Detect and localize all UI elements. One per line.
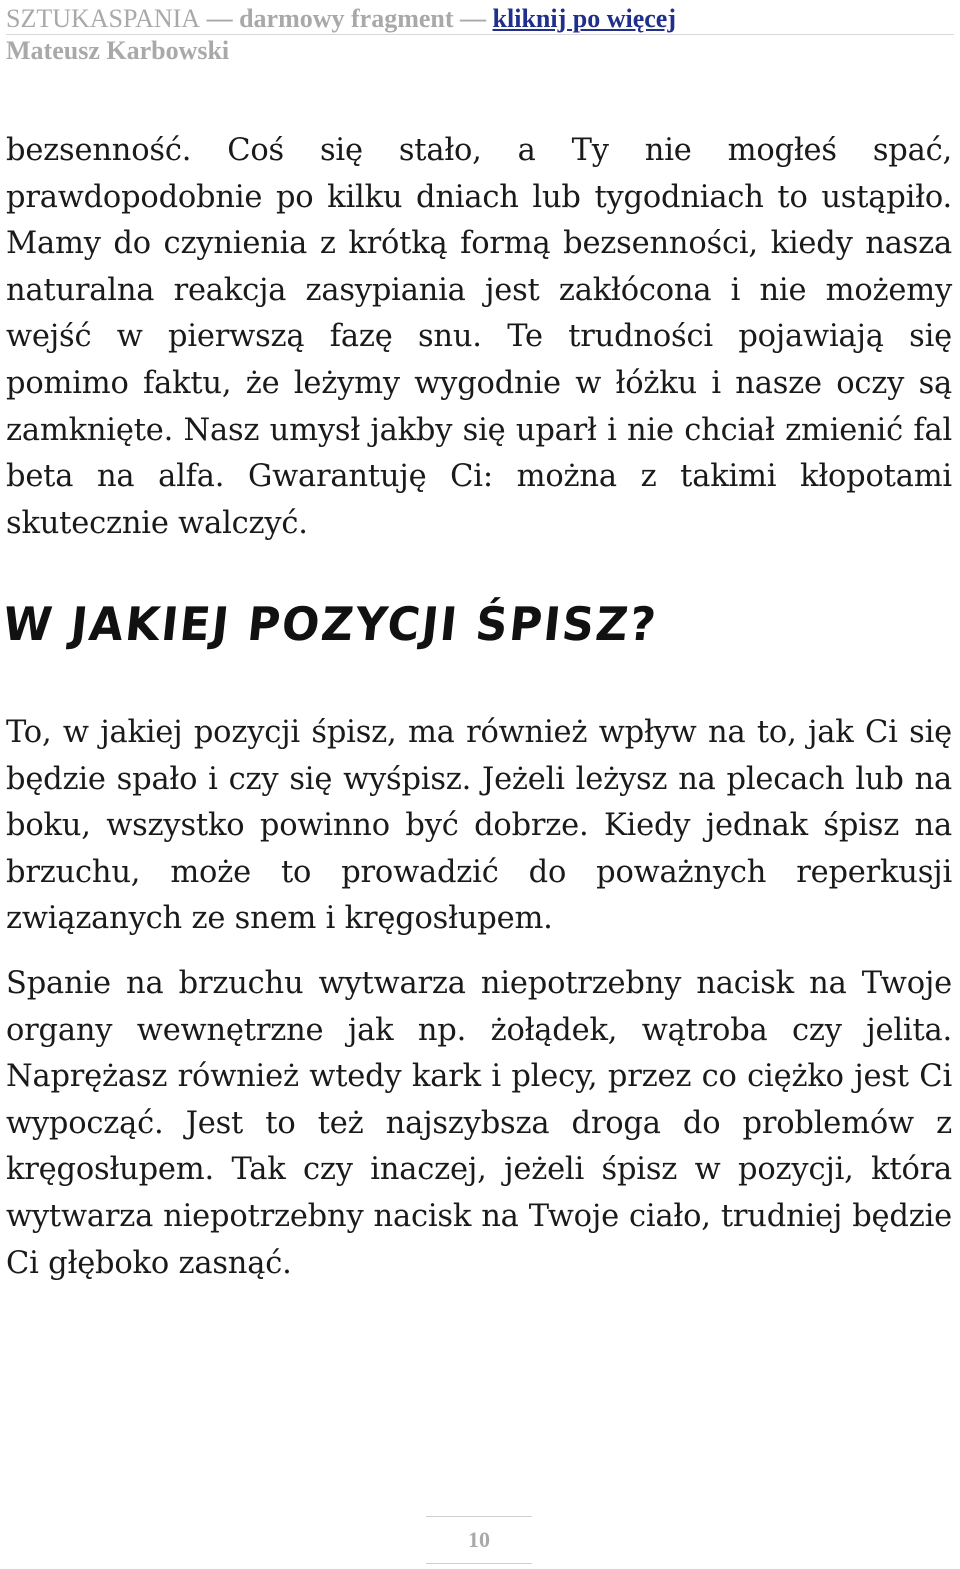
author-name: Mateusz Karbowski xyxy=(6,36,230,65)
page-header xyxy=(6,3,954,66)
header-title-line xyxy=(6,3,954,35)
header-separator: — xyxy=(460,4,487,33)
page-footer xyxy=(426,1516,532,1564)
more-link[interactable]: kliknij po więcej xyxy=(492,4,676,33)
body-paragraph-2: To, w jakiej pozycji śpisz, ma również wpływ na to, jak Ci się będzie spało i czy się wyśpisz. Jeżeli leżysz na plecach lub na boku, wszystko powinno być dobrze. Kiedy jednak śpisz na brzuchu, może to prowadzić do poważnych reperkusji związanych ze snem i kręgosłupem. xyxy=(6,715,952,937)
brand-name: SZTUKASPANIA xyxy=(6,4,201,33)
page-number: 10 xyxy=(468,1527,490,1552)
header-separator: — xyxy=(206,4,233,33)
header-subtitle: darmowy fragment xyxy=(239,4,454,33)
body-paragraph-3: Spanie na brzuchu wytwarza niepotrzebny nacisk na Twoje organy wewnętrzne jak np. żołądek, wątroba czy jelita. Naprężasz również wtedy kark i plecy, przez co ciężko jest Ci wypocząć. Jest to też najszybsza droga do problemów z kręgosłupem. Tak czy inaczej, jeżeli śpisz w pozycji, która wytwarza niepotrzebny nacisk na Twoje ciało, trudniej będzie Ci głęboko zasnąć. xyxy=(6,966,952,1281)
body-paragraph-1: bezsenność. Coś się stało, a Ty nie mogłeś spać, prawdopodobnie po kilku dniach lub tygodniach to ustąpiło. Mamy do czynienia z krótką formą bezsenności, kiedy nasza naturalna reakcja zasypiania jest zakłócona i nie możemy wejść w pierwszą fazę snu. Te trudności pojawiają się pomimo faktu, że leżymy wygodnie w łóżku i nasze oczy są zamknięte. Nasz umysł jakby się uparł i nie chciał zmienić fal beta na alfa. Gwarantuję Ci: można z takimi kłopotami skutecznie walczyć. xyxy=(6,133,952,541)
section-heading: W JAKIEJ POZYCJI ŚPISZ? xyxy=(0,598,661,652)
